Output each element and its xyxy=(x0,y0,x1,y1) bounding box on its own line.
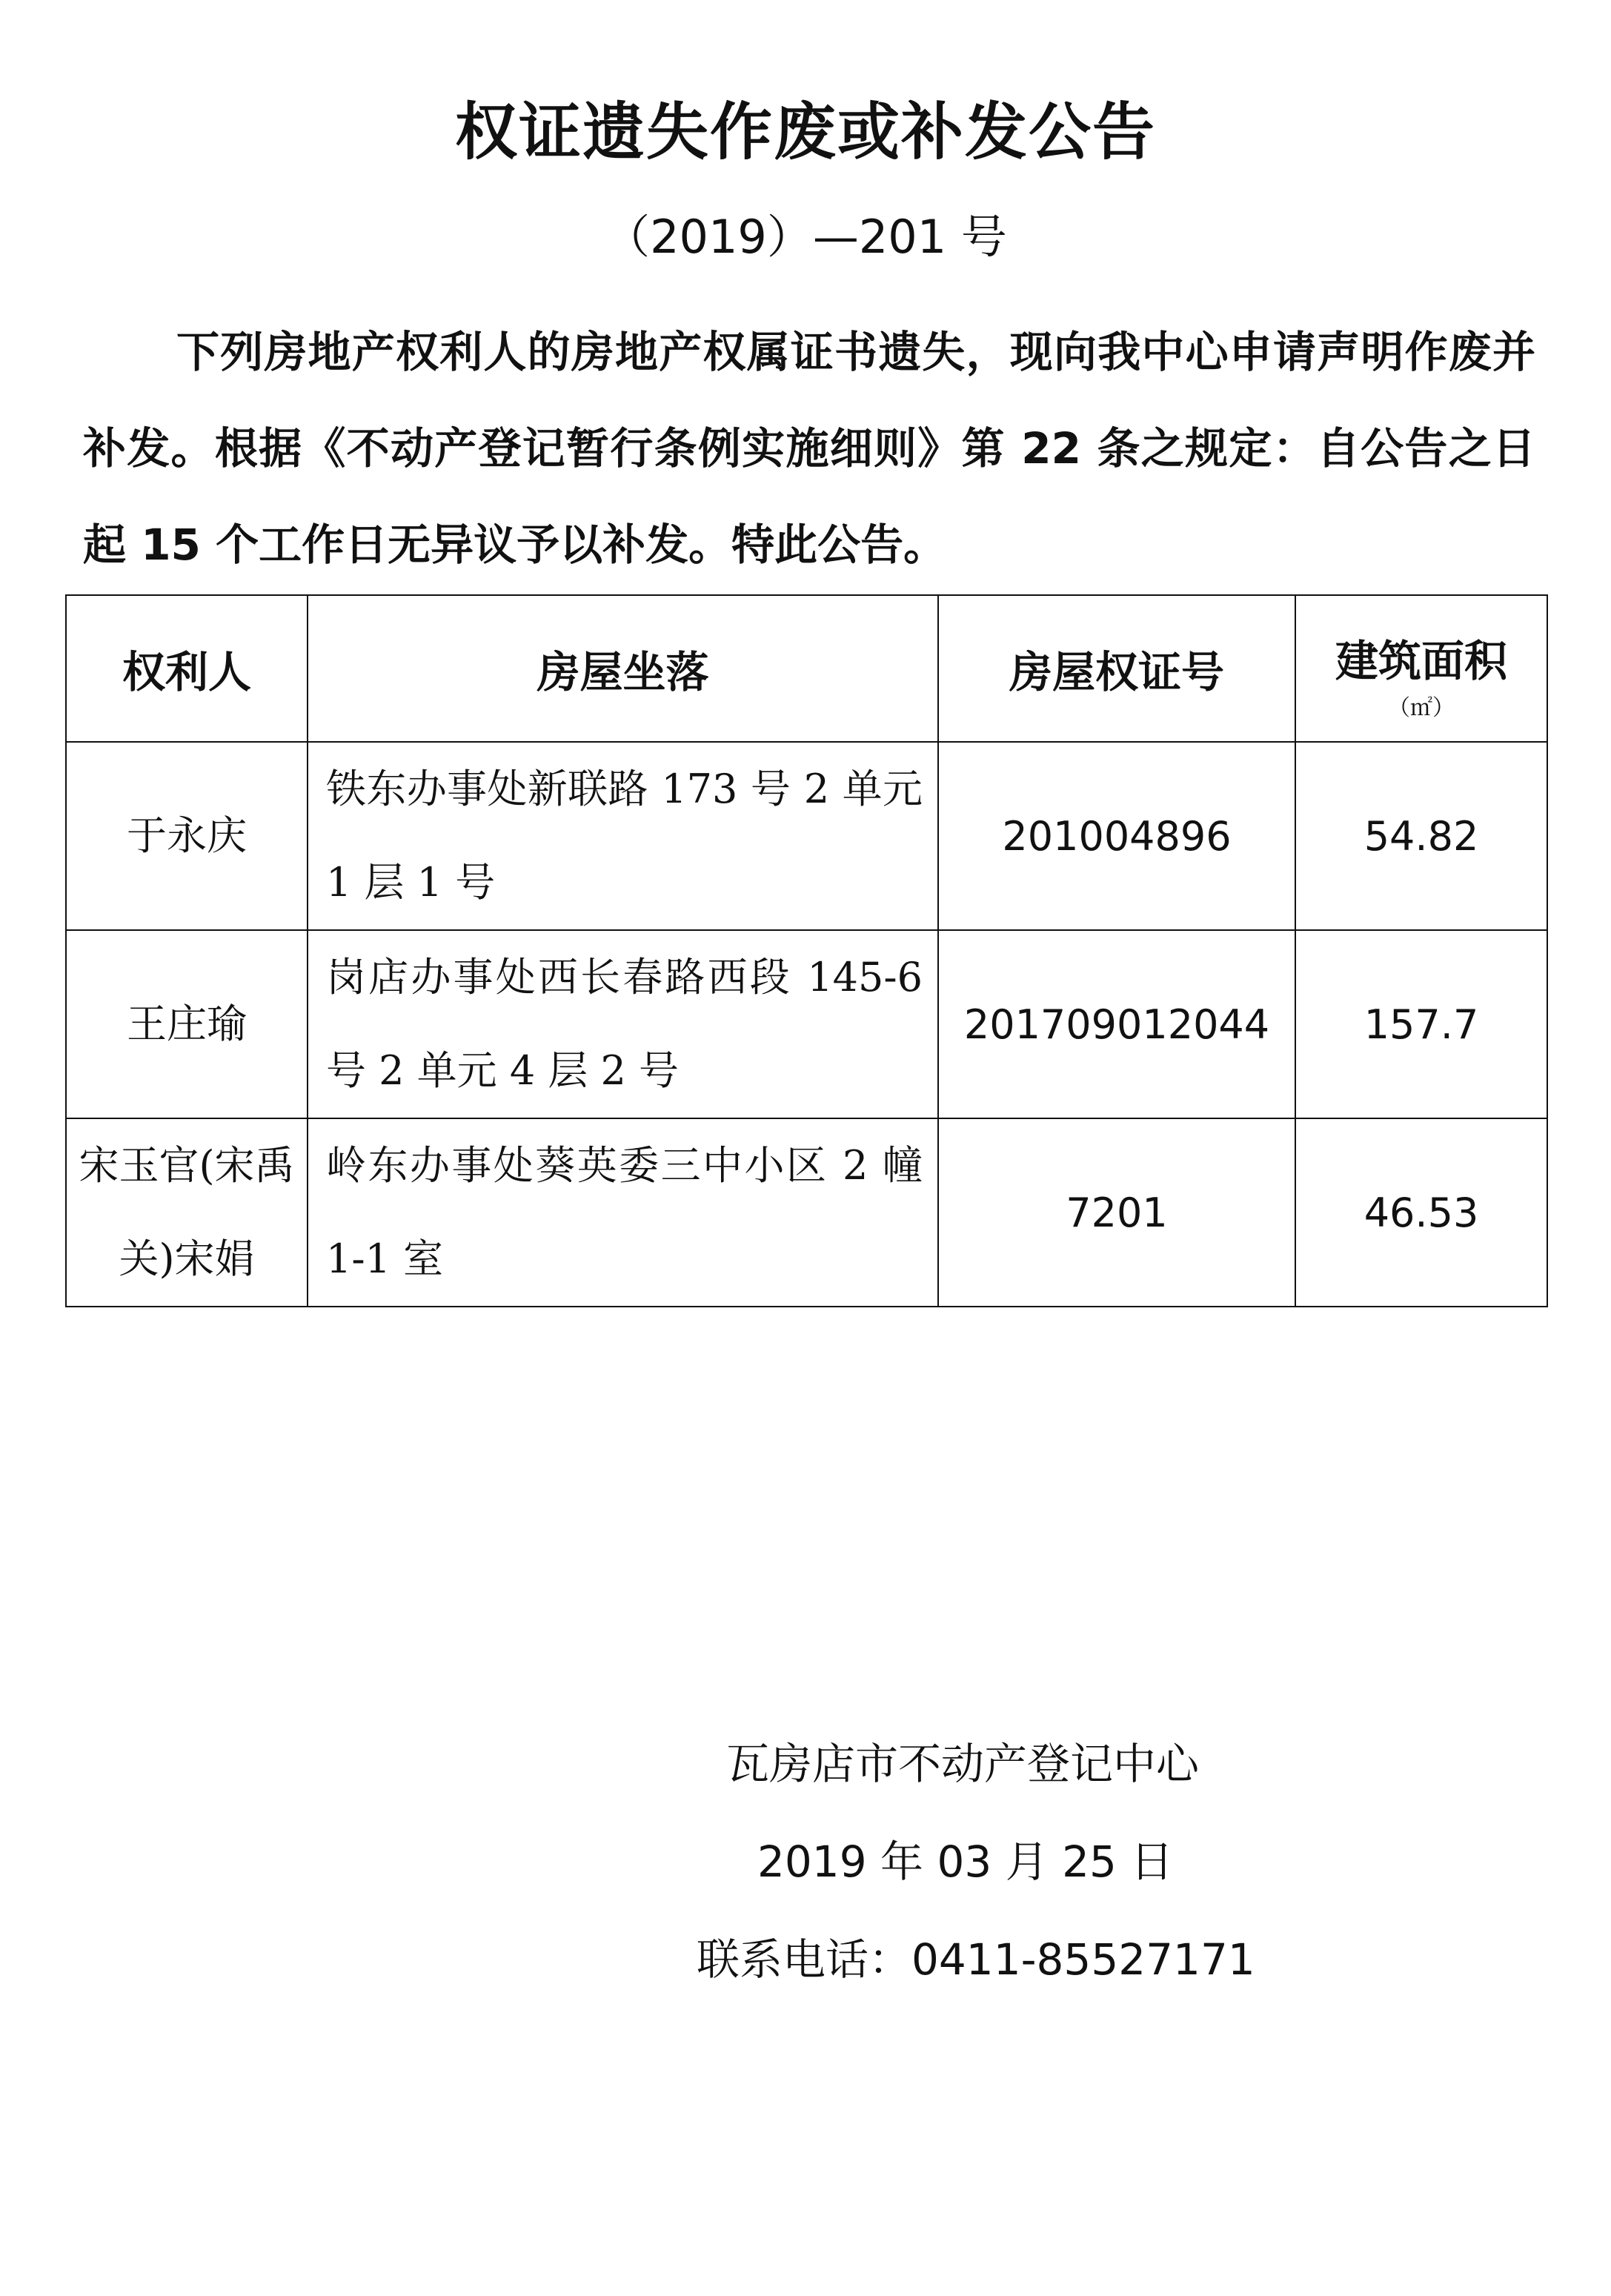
header-location: 房屋坐落 xyxy=(308,595,938,742)
header-area xyxy=(1295,595,1547,742)
lost-certificate-table xyxy=(65,594,1548,1307)
location-cell: 岗店办事处西长春路西段 145-6 号 2 单元 4 层 2 号 xyxy=(308,930,938,1118)
issue-date: 2019 年 03 月 25 日 xyxy=(757,1837,1174,1887)
area-cell: 157.7 xyxy=(1295,930,1547,1118)
header-certificate: 房屋权证号 xyxy=(938,595,1295,742)
certificate-cell: 201709012044 xyxy=(938,930,1295,1118)
contact-phone: 联系电话：0411-85527171 xyxy=(697,1934,1255,1985)
table-row xyxy=(66,742,1547,930)
table-row xyxy=(66,1118,1547,1307)
area-cell: 54.82 xyxy=(1295,742,1547,930)
notice-intro: 下列房地产权利人的房地产权属证书遗失，现向我中心申请声明作废并补发。根据《不动产登记暂行条例实施细则》第 22 条之规定：自公告之日起 15 个工作日无异议予以补发。特此公告。 xyxy=(83,327,1535,570)
certificate-cell: 7201 xyxy=(938,1118,1295,1307)
table-header-row xyxy=(66,595,1547,742)
owner-cell: 王庄瑜 xyxy=(66,930,308,1118)
area-cell: 46.53 xyxy=(1295,1118,1547,1307)
certificate-cell: 201004896 xyxy=(938,742,1295,930)
notice-title: 权证遗失作废或补发公告 xyxy=(454,96,1156,168)
header-area-unit: （㎡） xyxy=(1388,695,1455,721)
header-area-label: 建筑面积 xyxy=(1335,636,1507,686)
owner-cell: 宋玉官(宋禹关)宋娟 xyxy=(66,1118,308,1307)
location-cell: 岭东办事处葵英委三中小区 2 幢 1-1 室 xyxy=(308,1118,938,1307)
owner-cell: 于永庆 xyxy=(66,742,308,930)
table-row xyxy=(66,930,1547,1118)
notice-number: （2019）—201 号 xyxy=(604,210,1007,264)
issuer-name: 瓦房店市不动产登记中心 xyxy=(726,1739,1200,1789)
header-owner: 权利人 xyxy=(66,595,308,742)
location-cell: 铁东办事处新联路 173 号 2 单元 1 层 1 号 xyxy=(308,742,938,930)
